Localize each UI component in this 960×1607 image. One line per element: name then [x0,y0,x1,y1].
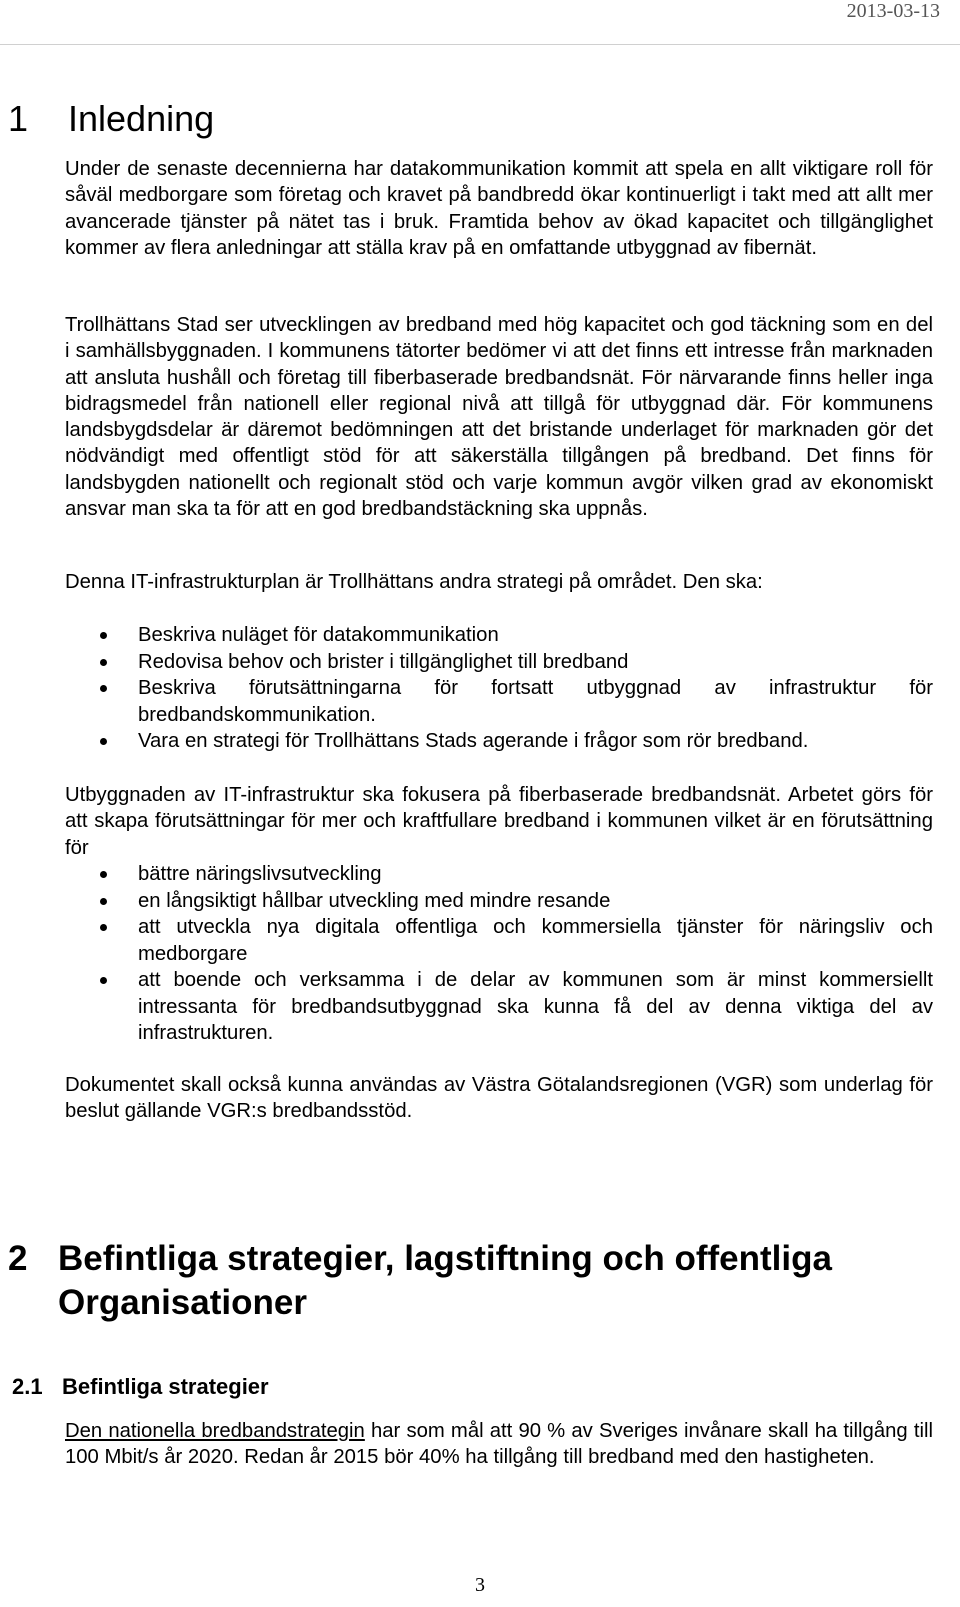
section-1-paragraph-1: Under de senaste decennierna har datakommunikation kommit att spela en allt viktigare roll för såväl medborgare som företag och kravet på bandbredd ökar kontinuerligt i takt med att allt mer avancerade tjänster på nätet tas i bruk. Framtida behov av ökad kapacitet och tillgänglighet kommer av flera anledningar att ställa krav på en omfattande utbyggnad av fibernät. [65,158,933,259]
section-2-number: 2 [8,1239,28,1278]
section-1-heading [8,98,214,140]
bullet-icon [100,632,107,639]
bullet-icon [100,685,107,692]
section-2-1-heading [12,1374,269,1400]
bullet-icon [100,898,107,905]
national-broadband-strategy-link[interactable]: Den nationella bredbandstrategin [65,1420,365,1442]
section-1-title: Inledning [68,98,215,139]
header-date: 2013-03-13 [846,0,940,22]
section-1-number: 1 [8,98,29,139]
bullet-icon [100,977,107,984]
section-1-paragraph-4: Utbyggnaden av IT-infrastruktur ska fokusera på fiberbaserade bredbandsnät. Arbetet görs för att skapa förutsättningar för mer och kraftfullare bredband i kommunen vilket är en förutsättning för [65,784,933,859]
section-1-paragraph-5: Dokumentet skall också kunna användas av Västra Götalandsregionen (VGR) som underlag för beslut gällande VGR:s bredbandsstöd. [65,1074,933,1123]
list-item: att boende och verksamma i de delar av kommunen som är minst kommersiellt intressanta för bredbandsutbyggnad ska kunna få del av denna viktiga del av infrastrukturen. [65,967,933,1047]
header-divider [0,44,960,45]
section-2-1-paragraph-text: har som mål att 90 % av Sveriges invånare skall ha tillgång till 100 Mbit/s år 2020. Redan år 2015 bör 40% ha tillgång till bredband med den hastigheten. [65,1420,933,1469]
list-item: Redovisa behov och brister i tillgänglighet till bredband [65,649,933,676]
section-2-1-title: Befintliga strategier [62,1374,269,1399]
section-1-paragraph-2: Trollhättans Stad ser utvecklingen av bredband med hög kapacitet och god täckning som en del i samhällsbyggnaden. I kommunens tätorter bedömer vi att det finns ett intresse från marknaden att ansluta hushåll och företag till fiberbaserade bredbandsnät. För närvarande finns heller inga bidragsmedel från nationell eller regional nivå att tillgå för utbyggnad där. För kommunens landsbygdsdelar är däremot bedömningen att det bristande underlaget för marknaden gör det nödvändigt med offentligt stöd för att säkerställa tillgången på bredband. Det finns för landsbygden nationellt och regionalt stöd och varje kommun avgör vilken grad av ekonomiskt ansvar man ska ta för att en god bredbandstäckning ska uppnås. [65,314,933,521]
list-item: Beskriva förutsättningarna för fortsatt utbyggnad av infrastruktur för bredbandskommunikation. [65,675,933,728]
bullet-icon [100,871,107,878]
section-2-title-line-1: Befintliga strategier, lagstiftning och offentliga [58,1239,832,1278]
section-2-1-number: 2.1 [12,1374,43,1399]
section-1-list-2 [65,861,933,1047]
section-2-heading [8,1237,832,1325]
section-2-1-paragraph-1 [65,1418,933,1471]
section-2-title-line-2: Organisationer [58,1283,307,1322]
bullet-icon [100,659,107,666]
bullet-icon [100,738,107,745]
bullet-icon [100,924,107,931]
list-item: Vara en strategi för Trollhättans Stads agerande i frågor som rör bredband. [65,728,933,755]
list-item: bättre näringslivsutveckling [65,861,933,888]
page-number: 3 [475,1574,485,1596]
section-1-list-1 [65,622,933,755]
section-1-paragraph-3: Denna IT-infrastrukturplan är Trollhättans andra strategi på området. Den ska: [65,571,763,593]
list-item: en långsiktigt hållbar utveckling med mindre resande [65,888,933,915]
list-item: att utveckla nya digitala offentliga och kommersiella tjänster för näringsliv och medborgare [65,914,933,967]
list-item: Beskriva nuläget för datakommunikation [65,622,933,649]
